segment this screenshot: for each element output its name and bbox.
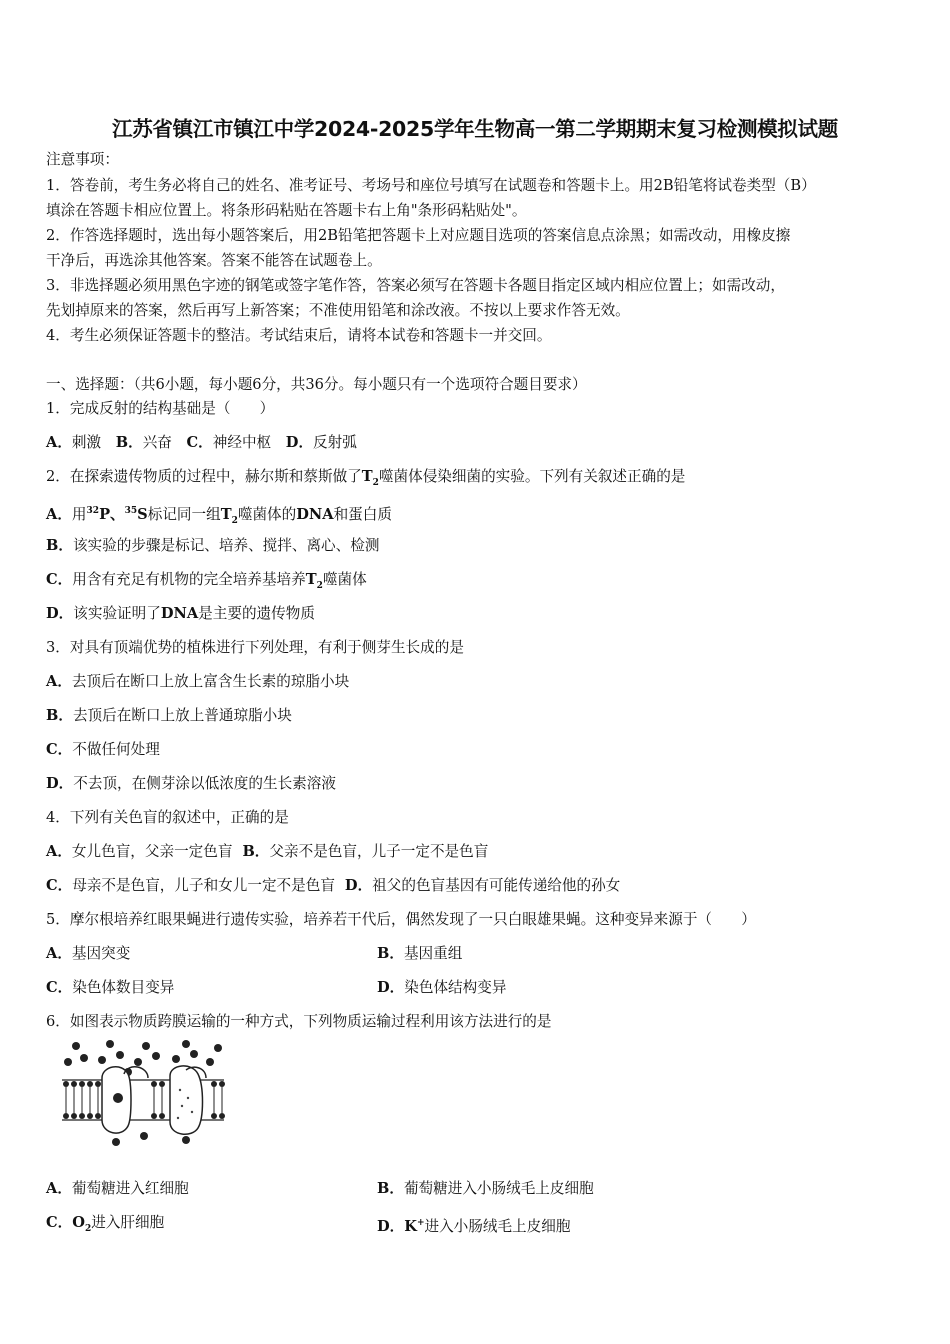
question-2-option-d — [46, 604, 315, 624]
option-label: A． — [46, 434, 72, 451]
option-label: D． — [377, 979, 405, 996]
question-3-option-c — [46, 740, 160, 760]
subscript: 2 — [372, 477, 379, 488]
option-text: 不做任何处理 — [72, 741, 160, 758]
stem-text: 2．在探索遗传物质的过程中，赫尔斯和蔡斯做了 — [46, 468, 362, 485]
question-4-options-cd — [46, 876, 620, 896]
option-text: 标记同一组 — [147, 505, 221, 523]
superscript: + — [416, 1218, 425, 1228]
exam-title: 江苏省镇江市镇江中学2024-2025学年生物高一第二学期期末复习检测模拟试题 — [112, 117, 838, 141]
question-4-options-ab — [46, 842, 488, 862]
option-text: 该实验证明了 — [73, 605, 161, 622]
option-label: D． — [46, 605, 74, 622]
superscript: 35 — [124, 506, 138, 516]
notice-item: 干净后，再选涂其他答案。答案不能答在试题卷上。 — [46, 252, 382, 269]
option-label: B． — [377, 1180, 404, 1197]
option-text: 噬菌体 — [322, 571, 367, 588]
question-3-stem: 3．对具有顶端优势的植株进行下列处理，有利于侧芽生长成的是 — [46, 639, 464, 656]
option-label: A． — [46, 505, 72, 523]
option-label: A． — [46, 1180, 72, 1197]
question-6-option-a — [46, 1179, 189, 1199]
option-label: C． — [46, 1214, 73, 1231]
stem-text: 噬菌体侵染细菌的实验。下列有关叙述正确的是 — [378, 468, 686, 485]
question-6-stem: 6．如图表示物质跨膜运输的一种方式，下列物质运输过程利用该方法进行的是 — [46, 1013, 552, 1030]
option-text: 进入肝细胞 — [91, 1214, 165, 1231]
option-text: 不去顶，在侧芽涂以低浓度的生长素溶液 — [73, 775, 336, 792]
question-6-option-d — [377, 1213, 570, 1237]
question-1-stem: 1．完成反射的结构基础是（ ） — [46, 400, 275, 417]
option-label: C． — [186, 434, 213, 451]
option-label: B． — [242, 843, 270, 860]
superscript: 32 — [86, 506, 100, 516]
question-6-option-c — [46, 1213, 164, 1239]
option-label: D． — [377, 1217, 405, 1235]
stem-text: T — [361, 468, 373, 485]
option-label: D． — [344, 877, 373, 894]
question-3-option-d — [46, 774, 336, 794]
option-d: 反射弧 — [313, 434, 357, 451]
section-heading: 一、选择题：（共6小题，每小题6分，共36分。每小题只有一个选项符合题目要求） — [46, 376, 587, 393]
option-label: A． — [46, 843, 72, 860]
question-3-option-a — [46, 672, 349, 692]
option-text: 葡萄糖进入小肠绒毛上皮细胞 — [403, 1180, 594, 1197]
question-2-option-b — [46, 536, 379, 556]
notice-item: 先划掉原来的答案，然后再写上新答案；不准使用铅笔和涂改液。不按以上要求作答无效。 — [46, 302, 630, 319]
option-text: 用含有充足有机物的完全培养基培养 — [72, 571, 306, 588]
option-text: 基因重组 — [403, 945, 463, 962]
option-text: 是主要的遗传物质 — [198, 605, 315, 622]
option-text: 去顶后在断口上放上富含生长素的琼脂小块 — [71, 673, 350, 690]
option-label: A． — [46, 945, 72, 962]
option-c: 神经中枢 — [212, 434, 272, 451]
option-label: B． — [46, 537, 73, 554]
option-label: D． — [46, 775, 74, 792]
subscript: 2 — [231, 515, 238, 526]
notice-item: 4．考生必须保证答题卡的整洁。考试结束后，请将本试卷和答题卡一并交回。 — [46, 327, 552, 344]
question-5-option-c — [46, 978, 174, 998]
option-text: 染色体结构变异 — [404, 979, 507, 996]
option-label: C． — [46, 979, 73, 996]
option-text: 基因突变 — [71, 945, 131, 962]
option-text: 和蛋白质 — [333, 505, 392, 523]
option-label: D． — [285, 434, 314, 451]
question-2-option-a — [46, 501, 392, 531]
option-a: 刺激 — [71, 434, 102, 451]
question-6-option-b — [377, 1179, 594, 1199]
notice-item: 3．非选择题必须用黑色字迹的钢笔或签字笔作答，答案必须写在答题卡各题目指定区域内相应位置上；如需改动， — [46, 277, 785, 294]
question-1-options — [46, 433, 357, 453]
question-5-option-a — [46, 944, 130, 964]
option-text: 进入小肠绒毛上皮细胞 — [424, 1217, 571, 1235]
option-text: 染色体数目变异 — [72, 979, 175, 996]
question-2-option-c — [46, 570, 367, 596]
option-label: C． — [46, 741, 73, 758]
option-text: S — [137, 505, 148, 523]
question-4-stem: 4．下列有关色盲的叙述中，正确的是 — [46, 809, 289, 826]
option-b: 兴奋 — [142, 434, 172, 451]
question-5-option-b — [377, 944, 462, 964]
notice-item: 2．作答选择题时，选出每小题答案后，用2B铅笔把答题卡上对应题目选项的答案信息点涂黑；如需改动，用橡皮擦 — [46, 227, 791, 244]
option-text: K — [404, 1217, 417, 1235]
option-label: B． — [115, 434, 143, 451]
question-5-option-d — [377, 978, 506, 998]
option-text: 用 — [71, 505, 87, 523]
option-label: C． — [46, 877, 73, 894]
option-label: B． — [46, 707, 73, 724]
option-text: DNA — [160, 605, 199, 622]
notice-item: 填涂在答题卡相应位置上。将条形码粘贴在答题卡右上角"条形码粘贴处"。 — [46, 202, 527, 219]
option-label: A． — [46, 673, 72, 690]
question-5-stem: 5．摩尔根培养红眼果蝇进行遗传实验，培养若干代后，偶然发现了一只白眼雄果蝇。这种变异来源于（ ） — [46, 911, 756, 928]
subscript: 2 — [84, 1223, 92, 1234]
option-label: C． — [46, 571, 73, 588]
question-3-option-b — [46, 706, 292, 726]
option-text: 祖父的色盲基因有可能传递给他的孙女 — [372, 877, 621, 894]
option-text: 噬菌体的 — [237, 505, 297, 523]
option-text: T — [220, 505, 232, 523]
notice-heading: 注意事项： — [46, 151, 119, 168]
option-text: O — [72, 1214, 85, 1231]
option-text: 去顶后在断口上放上普通琼脂小块 — [72, 707, 292, 724]
option-text: 葡萄糖进入红细胞 — [71, 1180, 189, 1197]
option-text: DNA — [296, 505, 334, 523]
option-text: 父亲不是色盲，儿子一定不是色盲 — [269, 843, 489, 860]
option-text: T — [305, 571, 317, 588]
option-text: 该实验的步骤是标记、培养、搅拌、离心、检测 — [72, 537, 380, 554]
option-text: 母亲不是色盲，儿子和女儿一定不是色盲 — [72, 877, 335, 894]
option-label: B． — [377, 945, 404, 962]
notice-item: 1．答卷前，考生务必将自己的姓名、准考证号、考场号和座位号填写在试题卷和答题卡上。用2B铅笔将试卷类型（B） — [46, 177, 816, 194]
membrane-transport-figure — [58, 1040, 228, 1148]
subscript: 2 — [316, 580, 323, 591]
question-2-stem — [46, 467, 685, 493]
option-text: 女儿色盲，父亲一定色盲 — [71, 843, 233, 860]
option-text: P、 — [99, 505, 125, 523]
